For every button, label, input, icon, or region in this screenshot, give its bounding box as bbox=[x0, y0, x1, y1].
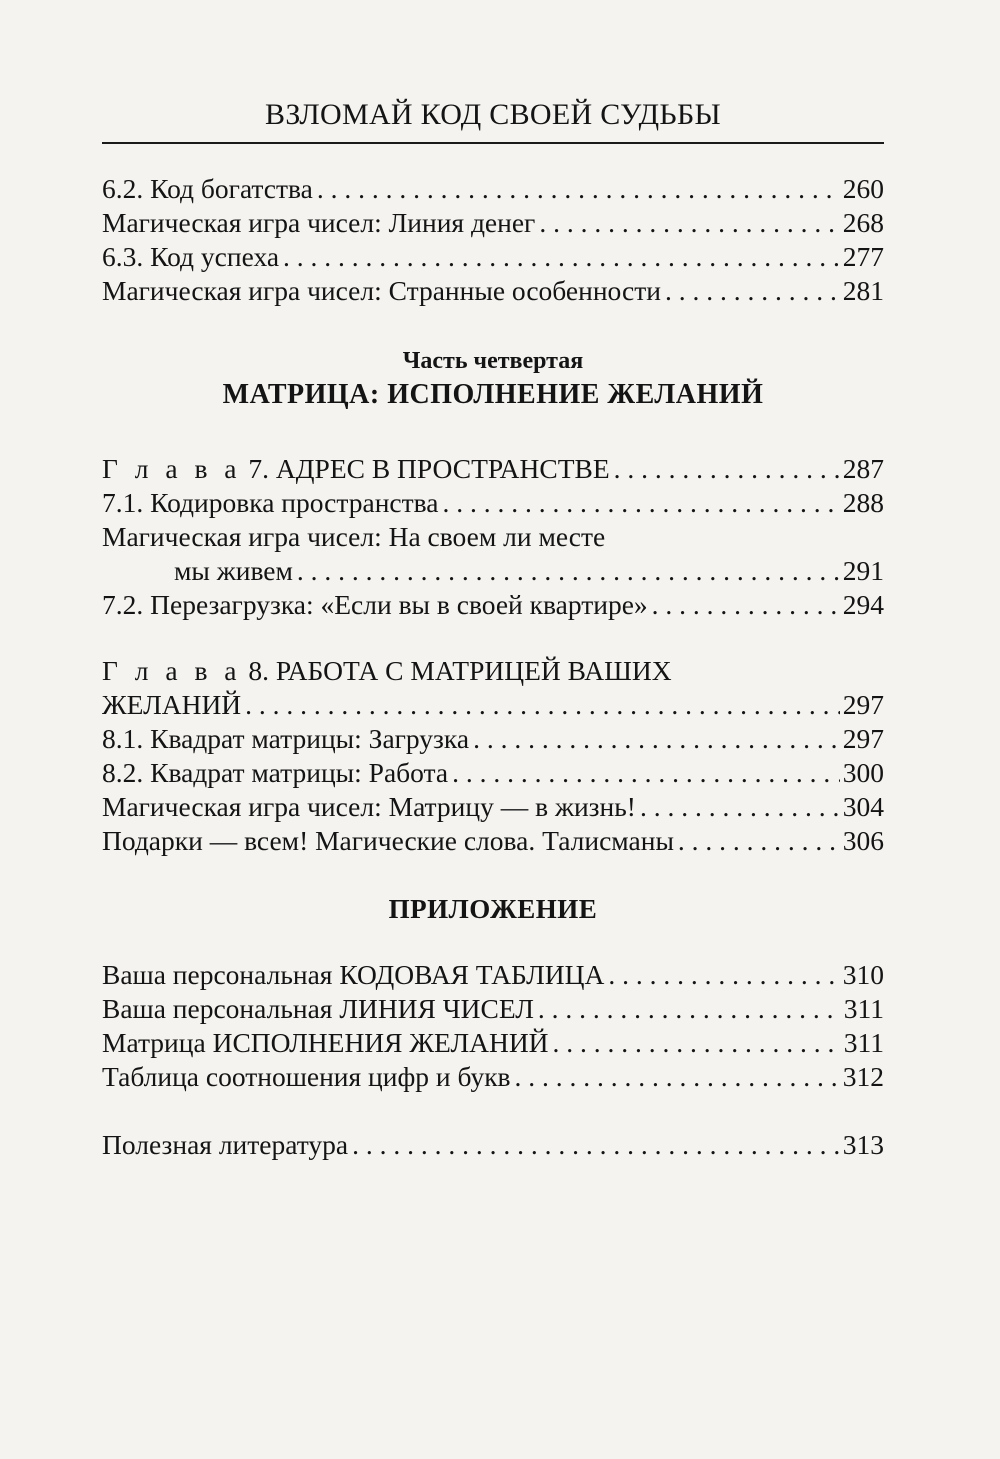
chapter-title bbox=[102, 452, 610, 486]
toc-group-literature bbox=[102, 1128, 884, 1162]
chapter-prefix: Г л а в а bbox=[102, 453, 242, 484]
dot-leader bbox=[317, 172, 840, 206]
toc-group-chapter7 bbox=[102, 452, 884, 622]
dot-leader bbox=[352, 1128, 840, 1162]
toc-entry-page: 311 bbox=[843, 993, 884, 1024]
toc-entry bbox=[102, 1128, 884, 1162]
toc-entry-title: 8.1. Квадрат матрицы: Загрузка bbox=[102, 723, 470, 754]
entry-caps: КОДОВАЯ ТАБЛИЦА bbox=[339, 959, 605, 990]
toc-entry-title: Полезная литература bbox=[102, 1129, 349, 1160]
toc-group-chapter8 bbox=[102, 654, 884, 858]
toc-entry bbox=[102, 274, 884, 308]
appendix-heading: ПРИЛОЖЕНИЕ bbox=[388, 894, 598, 924]
toc-entry-page: 304 bbox=[842, 791, 884, 822]
toc-entry bbox=[102, 824, 884, 858]
dot-leader bbox=[652, 588, 840, 622]
chapter-title-line1 bbox=[102, 654, 884, 688]
chapter-entry bbox=[102, 452, 884, 486]
dot-leader bbox=[678, 824, 840, 858]
dot-leader bbox=[538, 992, 841, 1026]
toc-entry bbox=[102, 958, 884, 992]
toc-entry-page: 294 bbox=[842, 589, 884, 620]
chapter-name-line1: 8. РАБОТА С МАТРИЦЕЙ ВАШИХ bbox=[248, 655, 672, 686]
chapter-entry bbox=[102, 688, 884, 722]
toc-entry bbox=[102, 240, 884, 274]
toc-entry-page: 311 bbox=[843, 1027, 884, 1058]
part-heading bbox=[102, 346, 884, 414]
dot-leader bbox=[539, 206, 839, 240]
toc-group-appendix bbox=[102, 958, 884, 1094]
dot-leader bbox=[640, 790, 840, 824]
toc-entry bbox=[102, 206, 884, 240]
chapter-page: 287 bbox=[842, 453, 884, 484]
toc-entry bbox=[102, 722, 884, 756]
toc-entry bbox=[102, 588, 884, 622]
dot-leader bbox=[608, 958, 839, 992]
dot-leader bbox=[283, 240, 840, 274]
toc-entry-page: 291 bbox=[842, 555, 884, 586]
part-label: Часть четвертая bbox=[402, 348, 584, 374]
toc-entry-page: 288 bbox=[842, 487, 884, 518]
dot-leader bbox=[515, 1060, 840, 1094]
toc-entry-title-line1: Магическая игра чисел: На своем ли месте bbox=[102, 521, 606, 552]
toc-entry bbox=[102, 790, 884, 824]
toc-entry-title: Подарки — всем! Магические слова. Талисманы bbox=[102, 825, 674, 856]
chapter-name: 7. АДРЕС В ПРОСТРАНСТВЕ bbox=[248, 453, 610, 484]
dot-leader bbox=[473, 722, 840, 756]
toc-entry-title: 6.3. Код успеха bbox=[102, 241, 280, 272]
toc-entry bbox=[102, 172, 884, 206]
dot-leader bbox=[297, 554, 840, 588]
chapter-page: 297 bbox=[842, 689, 884, 720]
toc-entry bbox=[102, 756, 884, 790]
toc-entry bbox=[102, 1060, 884, 1094]
dot-leader bbox=[452, 756, 840, 790]
header-rule bbox=[102, 142, 884, 144]
toc-entry-title: 6.2. Код богатства bbox=[102, 173, 313, 204]
toc-entry bbox=[102, 554, 884, 588]
entry-prefix: Ваша персональная bbox=[102, 993, 333, 1024]
toc-entry-title: Магическая игра чисел: Матрицу — в жизнь! bbox=[102, 791, 636, 822]
toc-entry-title: Магическая игра чисел: Странные особенности bbox=[102, 275, 661, 306]
toc-entry-title: 7.2. Перезагрузка: «Если вы в своей квартире» bbox=[102, 589, 648, 620]
toc-entry-page: 312 bbox=[842, 1061, 884, 1092]
toc-entry-page: 281 bbox=[842, 275, 884, 306]
toc-entry-page: 277 bbox=[842, 241, 884, 272]
toc-entry-title: Магическая игра чисел: Линия денег bbox=[102, 207, 536, 238]
toc-entry-page: 268 bbox=[842, 207, 884, 238]
toc-entry-page: 313 bbox=[842, 1129, 884, 1160]
toc-group-chapter6-tail bbox=[102, 172, 884, 308]
toc-entry-page: 306 bbox=[842, 825, 884, 856]
dot-leader bbox=[442, 486, 839, 520]
entry-prefix: Матрица bbox=[102, 1027, 206, 1058]
toc-entry-page: 300 bbox=[842, 757, 884, 788]
toc-entry bbox=[102, 486, 884, 520]
toc-page bbox=[102, 96, 884, 1162]
part-title: МАТРИЦА: ИСПОЛНЕНИЕ ЖЕЛАНИЙ bbox=[222, 379, 764, 410]
toc-entry bbox=[102, 992, 884, 1026]
running-head: ВЗЛОМАЙ КОД СВОЕЙ СУДЬБЫ bbox=[265, 98, 721, 131]
chapter-prefix: Г л а в а bbox=[102, 655, 242, 686]
toc-entry-title bbox=[102, 992, 534, 1026]
toc-entry-title-line2: мы живем bbox=[174, 555, 293, 586]
toc-entry-title: 7.1. Кодировка пространства bbox=[102, 487, 439, 518]
dot-leader bbox=[553, 1026, 841, 1060]
toc-entry-page: 260 bbox=[842, 173, 884, 204]
dot-leader bbox=[245, 688, 840, 722]
dot-leader bbox=[614, 452, 840, 486]
dot-leader bbox=[665, 274, 840, 308]
toc-entry-title bbox=[102, 958, 604, 992]
entry-prefix: Ваша персональная bbox=[102, 959, 333, 990]
toc-entry-title: 8.2. Квадрат матрицы: Работа bbox=[102, 757, 449, 788]
toc-entry-title: Таблица соотношения цифр и букв bbox=[102, 1061, 511, 1092]
toc-entry bbox=[102, 1026, 884, 1060]
toc-entry-page: 310 bbox=[842, 959, 884, 990]
chapter-name-line2: ЖЕЛАНИЙ bbox=[102, 689, 242, 720]
toc-entry-page: 297 bbox=[842, 723, 884, 754]
entry-caps: ЛИНИЯ ЧИСЕЛ bbox=[339, 993, 534, 1024]
entry-caps: ИСПОЛНЕНИЯ ЖЕЛАНИЙ bbox=[212, 1027, 549, 1058]
toc-entry-title bbox=[102, 1026, 549, 1060]
